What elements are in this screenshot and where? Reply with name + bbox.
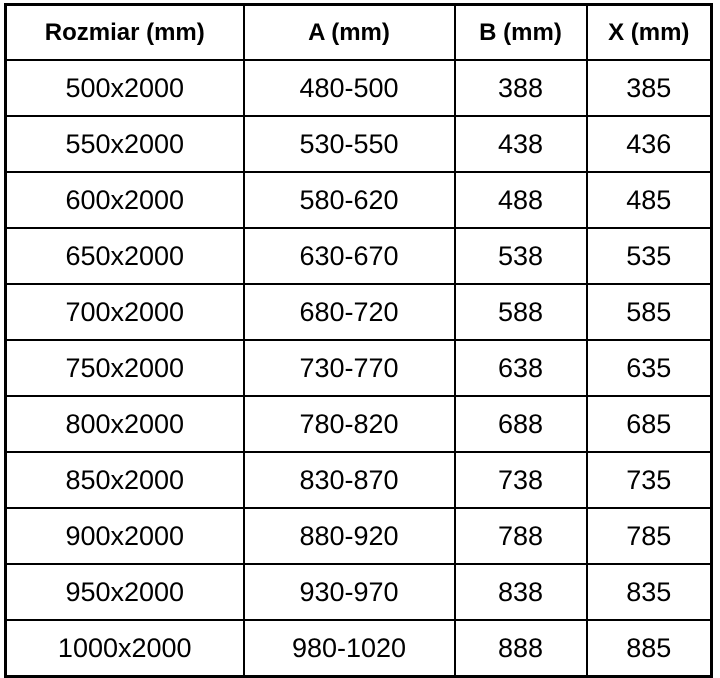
- table-cell: 635: [587, 340, 712, 396]
- table-row: [6, 452, 712, 508]
- table-row: [6, 508, 712, 564]
- table-row: [6, 172, 712, 228]
- table-cell: 788: [455, 508, 587, 564]
- size-table-body: [6, 60, 712, 677]
- table-cell: 785: [587, 508, 712, 564]
- col-header-a: A (mm): [244, 5, 455, 61]
- table-cell: 588: [455, 284, 587, 340]
- table-row: [6, 340, 712, 396]
- table-cell: 950x2000: [6, 564, 244, 620]
- table-cell: 688: [455, 396, 587, 452]
- table-cell: 1000x2000: [6, 620, 244, 677]
- table-cell: 638: [455, 340, 587, 396]
- size-table: [4, 3, 713, 678]
- col-header-x: X (mm): [587, 5, 712, 61]
- table-cell: 530-550: [244, 116, 455, 172]
- table-cell: 730-770: [244, 340, 455, 396]
- table-cell: 630-670: [244, 228, 455, 284]
- table-row: [6, 228, 712, 284]
- table-cell: 685: [587, 396, 712, 452]
- table-cell: 735: [587, 452, 712, 508]
- table-cell: 580-620: [244, 172, 455, 228]
- table-row: [6, 396, 712, 452]
- table-cell: 780-820: [244, 396, 455, 452]
- table-cell: 480-500: [244, 60, 455, 116]
- table-cell: 888: [455, 620, 587, 677]
- table-cell: 900x2000: [6, 508, 244, 564]
- table-cell: 650x2000: [6, 228, 244, 284]
- table-cell: 485: [587, 172, 712, 228]
- table-cell: 388: [455, 60, 587, 116]
- table-cell: 880-920: [244, 508, 455, 564]
- table-cell: 835: [587, 564, 712, 620]
- col-header-rozmiar: Rozmiar (mm): [6, 5, 244, 61]
- table-row: [6, 620, 712, 677]
- table-cell: 850x2000: [6, 452, 244, 508]
- table-cell: 488: [455, 172, 587, 228]
- size-table-header: [6, 5, 712, 61]
- table-cell: 738: [455, 452, 587, 508]
- table-row: [6, 284, 712, 340]
- table-cell: 538: [455, 228, 587, 284]
- table-cell: 385: [587, 60, 712, 116]
- table-row: [6, 116, 712, 172]
- table-cell: 438: [455, 116, 587, 172]
- col-header-b: B (mm): [455, 5, 587, 61]
- table-cell: 585: [587, 284, 712, 340]
- table-cell: 930-970: [244, 564, 455, 620]
- table-cell: 838: [455, 564, 587, 620]
- table-cell: 830-870: [244, 452, 455, 508]
- table-cell: 800x2000: [6, 396, 244, 452]
- table-cell: 750x2000: [6, 340, 244, 396]
- table-cell: 980-1020: [244, 620, 455, 677]
- table-row: [6, 564, 712, 620]
- table-cell: 700x2000: [6, 284, 244, 340]
- header-row: [6, 5, 712, 61]
- table-cell: 500x2000: [6, 60, 244, 116]
- table-cell: 885: [587, 620, 712, 677]
- table-cell: 550x2000: [6, 116, 244, 172]
- table-row: [6, 60, 712, 116]
- table-cell: 600x2000: [6, 172, 244, 228]
- table-cell: 680-720: [244, 284, 455, 340]
- table-cell: 436: [587, 116, 712, 172]
- table-cell: 535: [587, 228, 712, 284]
